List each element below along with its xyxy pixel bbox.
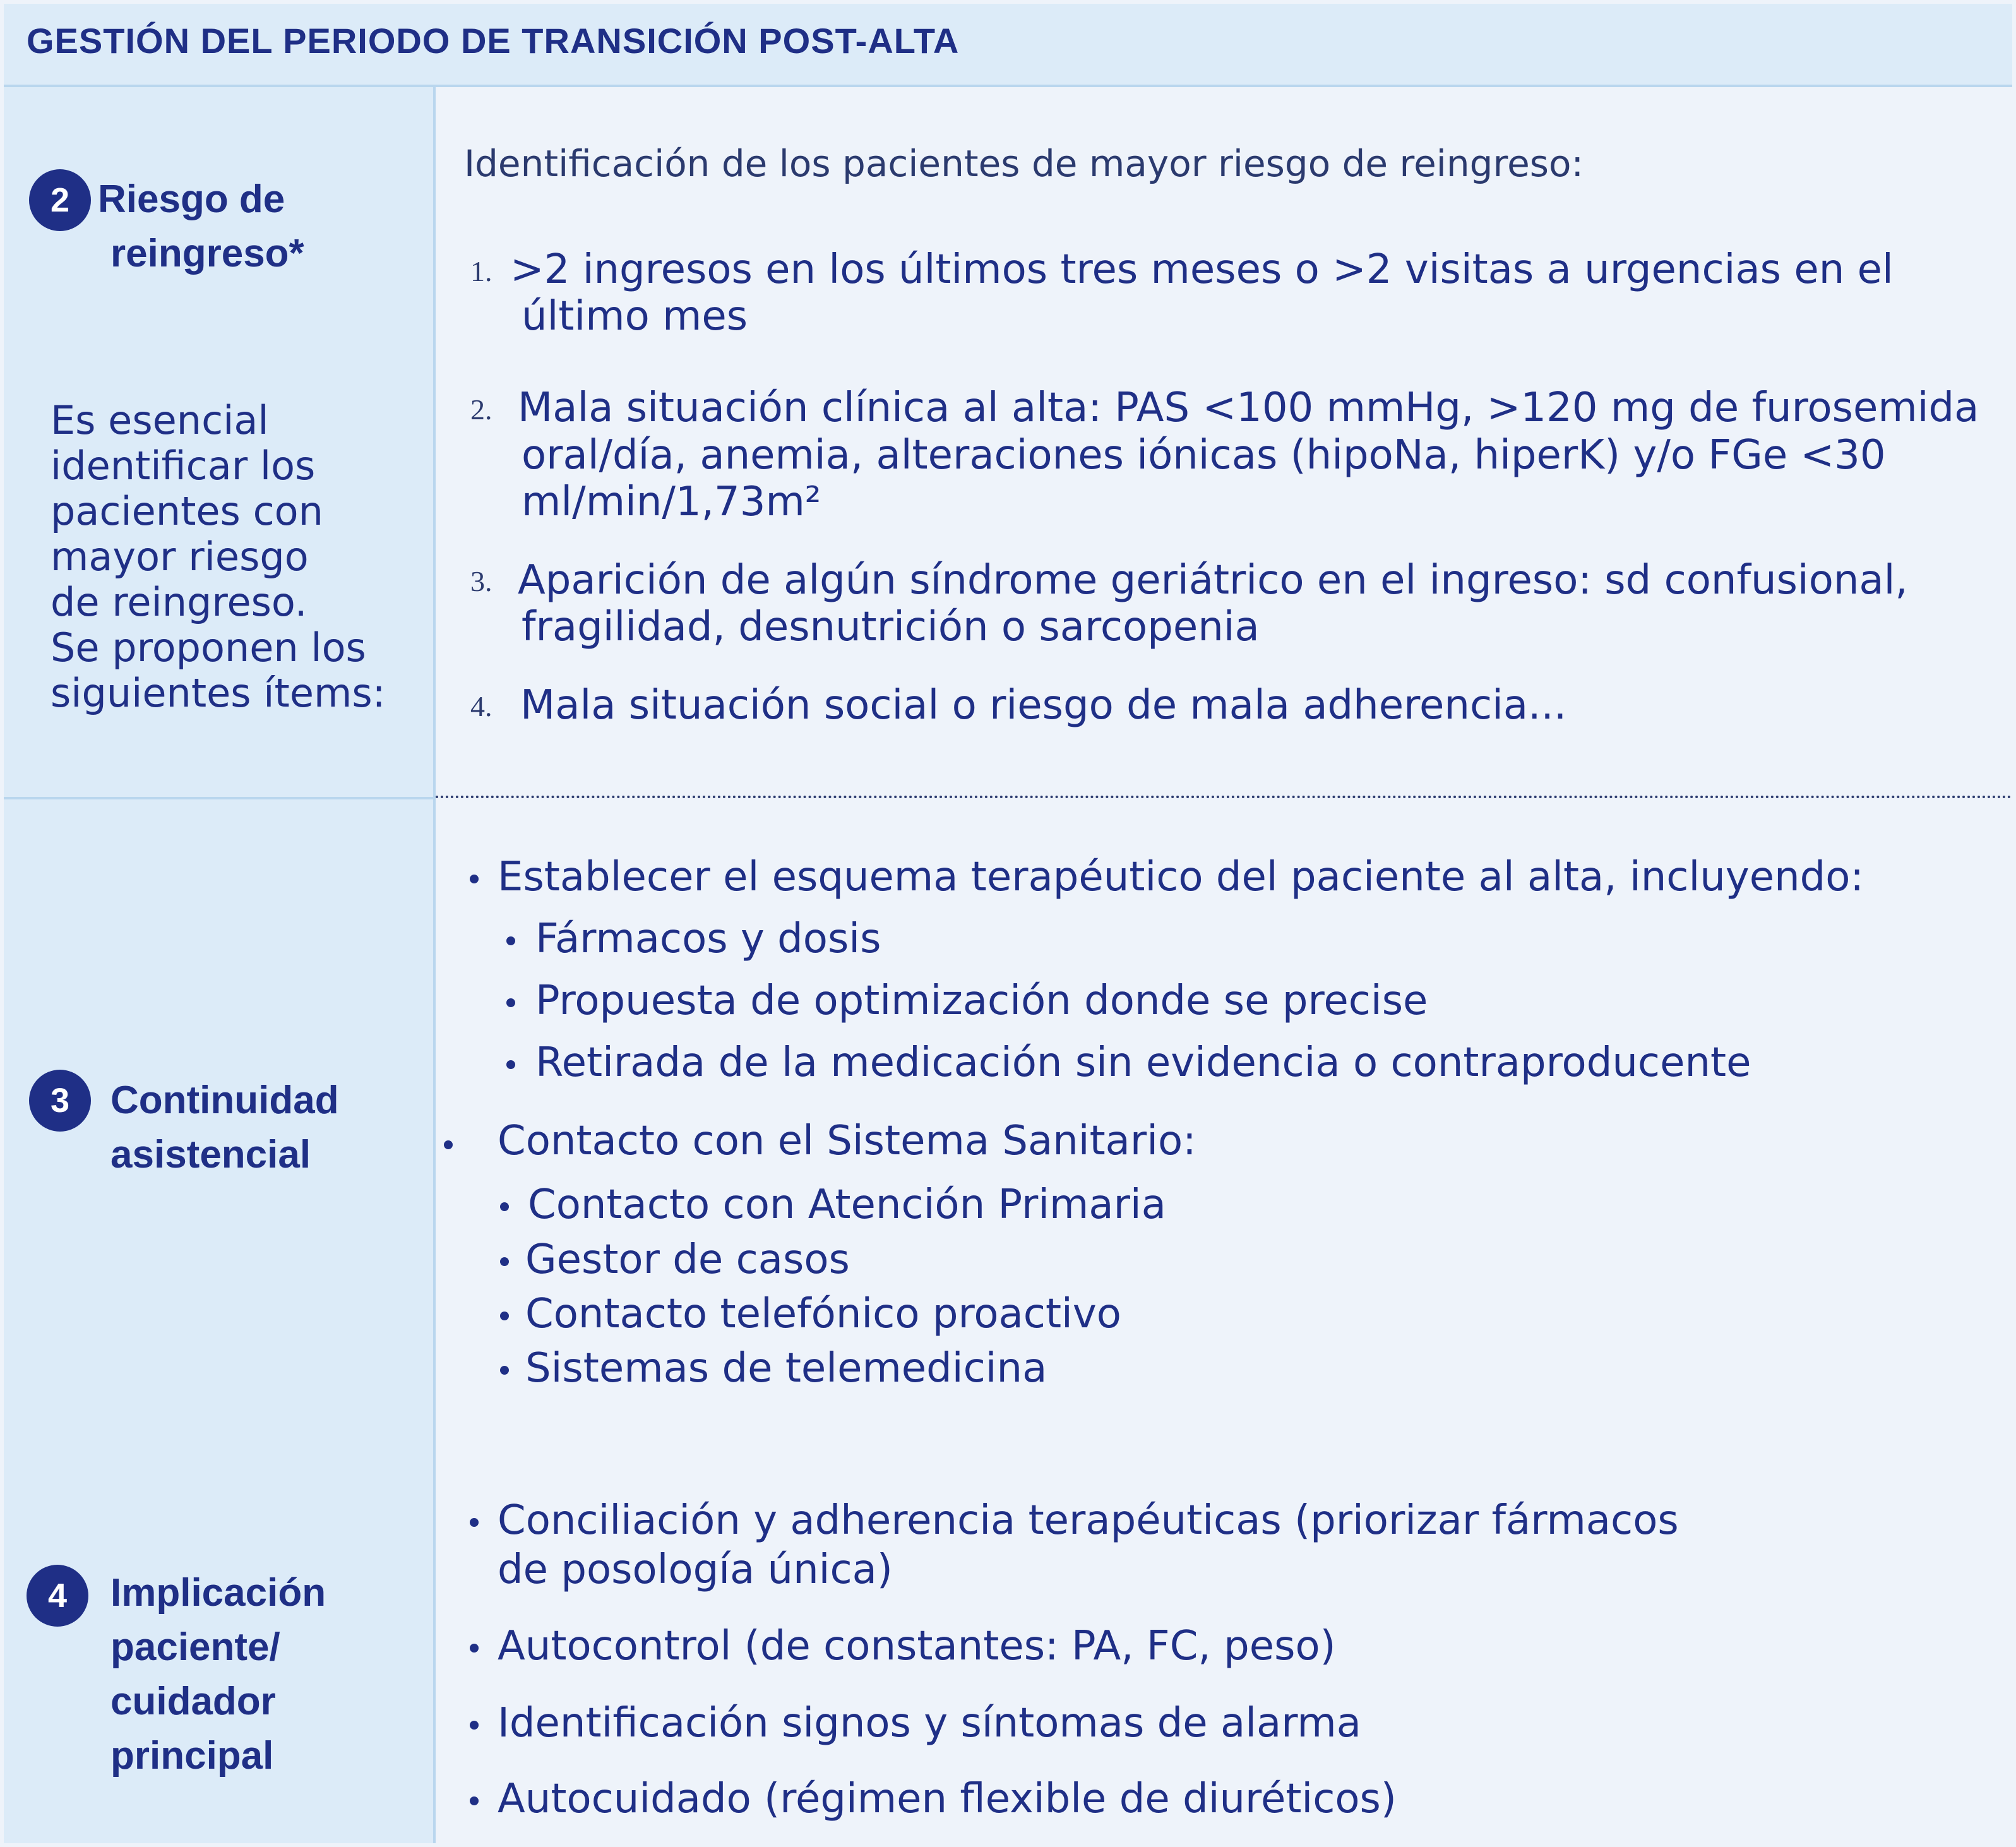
- bullet-icon: [500, 1257, 509, 1266]
- bullet-icon: [470, 1796, 479, 1805]
- list-item-line: Aparición de algún síndrome geriátrico en el ingreso: sd confusional,: [518, 557, 1908, 604]
- section-divider-dotted: [436, 796, 2012, 798]
- bullet-icon: [506, 936, 515, 945]
- list-subitem: Contacto con Atención Primaria: [528, 1181, 1166, 1228]
- section-title-riesgo: [98, 172, 304, 281]
- note-line: Se proponen los: [51, 625, 366, 671]
- note-line: identificar los: [51, 443, 316, 489]
- list-subitem: Fármacos y dosis: [535, 916, 881, 962]
- bullet-icon: [506, 1060, 515, 1069]
- list-subitem: Sistemas de telemedicina: [525, 1345, 1047, 1392]
- title-line: paciente/: [110, 1625, 280, 1669]
- list-item-line: fragilidad, desnutrición o sarcopenia: [522, 604, 1260, 650]
- note-line: Es esencial: [51, 397, 269, 443]
- item-number: 4.: [470, 690, 492, 722]
- list-item-line: ml/min/1,73m²: [522, 479, 821, 525]
- title-line: Continuidad: [110, 1079, 339, 1122]
- bullet-icon: [470, 875, 479, 883]
- section-number-badge: 4: [27, 1565, 88, 1627]
- list-item-line: Mala situación social o riesgo de mala adherencia...: [520, 682, 1567, 729]
- list-item-line: >2 ingresos en los últimos tres meses o >2 visitas a urgencias en el: [510, 246, 1894, 293]
- bullet-icon: [500, 1202, 509, 1211]
- section-divider-left: [4, 797, 433, 799]
- title-line: cuidador: [110, 1680, 276, 1723]
- riesgo-intro: Identificación de los pacientes de mayor riesgo de reingreso:: [464, 142, 1584, 185]
- title-line: reingreso*: [110, 232, 304, 275]
- item-number: 1.: [470, 255, 492, 287]
- header-bar: [4, 4, 2012, 87]
- list-item-line: último mes: [522, 293, 748, 340]
- list-subitem: Contacto telefónico proactivo: [525, 1291, 1121, 1337]
- note-line: siguientes ítems:: [51, 670, 386, 716]
- item-number: 2.: [470, 393, 492, 426]
- list-item-line: oral/día, anemia, alteraciones iónicas (hipoNa, hiperK) y/o FGe <30: [522, 432, 1886, 479]
- title-line: Implicación: [110, 1571, 326, 1615]
- list-subitem: Gestor de casos: [525, 1236, 850, 1283]
- list-item-line: Mala situación clínica al alta: PAS <100 mmHg, >120 mg de furosemida: [518, 385, 1979, 431]
- column-divider: [433, 87, 436, 1843]
- note-line: pacientes con: [51, 488, 323, 534]
- bullet-icon: [500, 1312, 509, 1320]
- section-title-continuidad: [110, 1073, 339, 1182]
- list-subitem: Retirada de la medicación sin evidencia o contraproducente: [535, 1039, 1751, 1086]
- list-item-line: Autocontrol (de constantes: PA, FC, peso): [498, 1623, 1336, 1670]
- list-item-line: de posología única): [498, 1546, 893, 1593]
- item-number: 3.: [470, 565, 492, 597]
- section-side-note: [51, 398, 404, 716]
- note-line: de reingreso.: [51, 579, 307, 625]
- bullet-icon: [500, 1366, 509, 1375]
- bullet-icon: [470, 1721, 479, 1730]
- section-number-badge: 3: [29, 1070, 91, 1132]
- bullet-icon: [506, 998, 515, 1007]
- bullet-icon: [470, 1518, 479, 1527]
- list-item-line: Conciliación y adherencia terapéuticas (priorizar fármacos: [498, 1497, 1679, 1544]
- title-line: Riesgo de: [98, 177, 285, 221]
- bullet-icon: [470, 1644, 479, 1653]
- title-line: principal: [110, 1734, 274, 1778]
- list-item-main: Contacto con el Sistema Sanitario:: [498, 1118, 1196, 1164]
- title-line: asistencial: [110, 1133, 311, 1176]
- section-title-implicacion: [110, 1566, 326, 1783]
- page-title: GESTIÓN DEL PERIODO DE TRANSICIÓN POST-ALTA: [27, 21, 960, 61]
- section-number-badge: 2: [29, 169, 91, 231]
- bullet-icon: [444, 1140, 453, 1149]
- list-item-line: Autocuidado (régimen flexible de diuréticos): [498, 1776, 1397, 1822]
- list-item-line: Identificación signos y síntomas de alarma: [498, 1700, 1361, 1747]
- list-subitem: Propuesta de optimización donde se precise: [535, 977, 1428, 1024]
- list-item-main: Establecer el esquema terapéutico del paciente al alta, incluyendo:: [498, 854, 1864, 900]
- note-line: mayor riesgo: [51, 534, 309, 580]
